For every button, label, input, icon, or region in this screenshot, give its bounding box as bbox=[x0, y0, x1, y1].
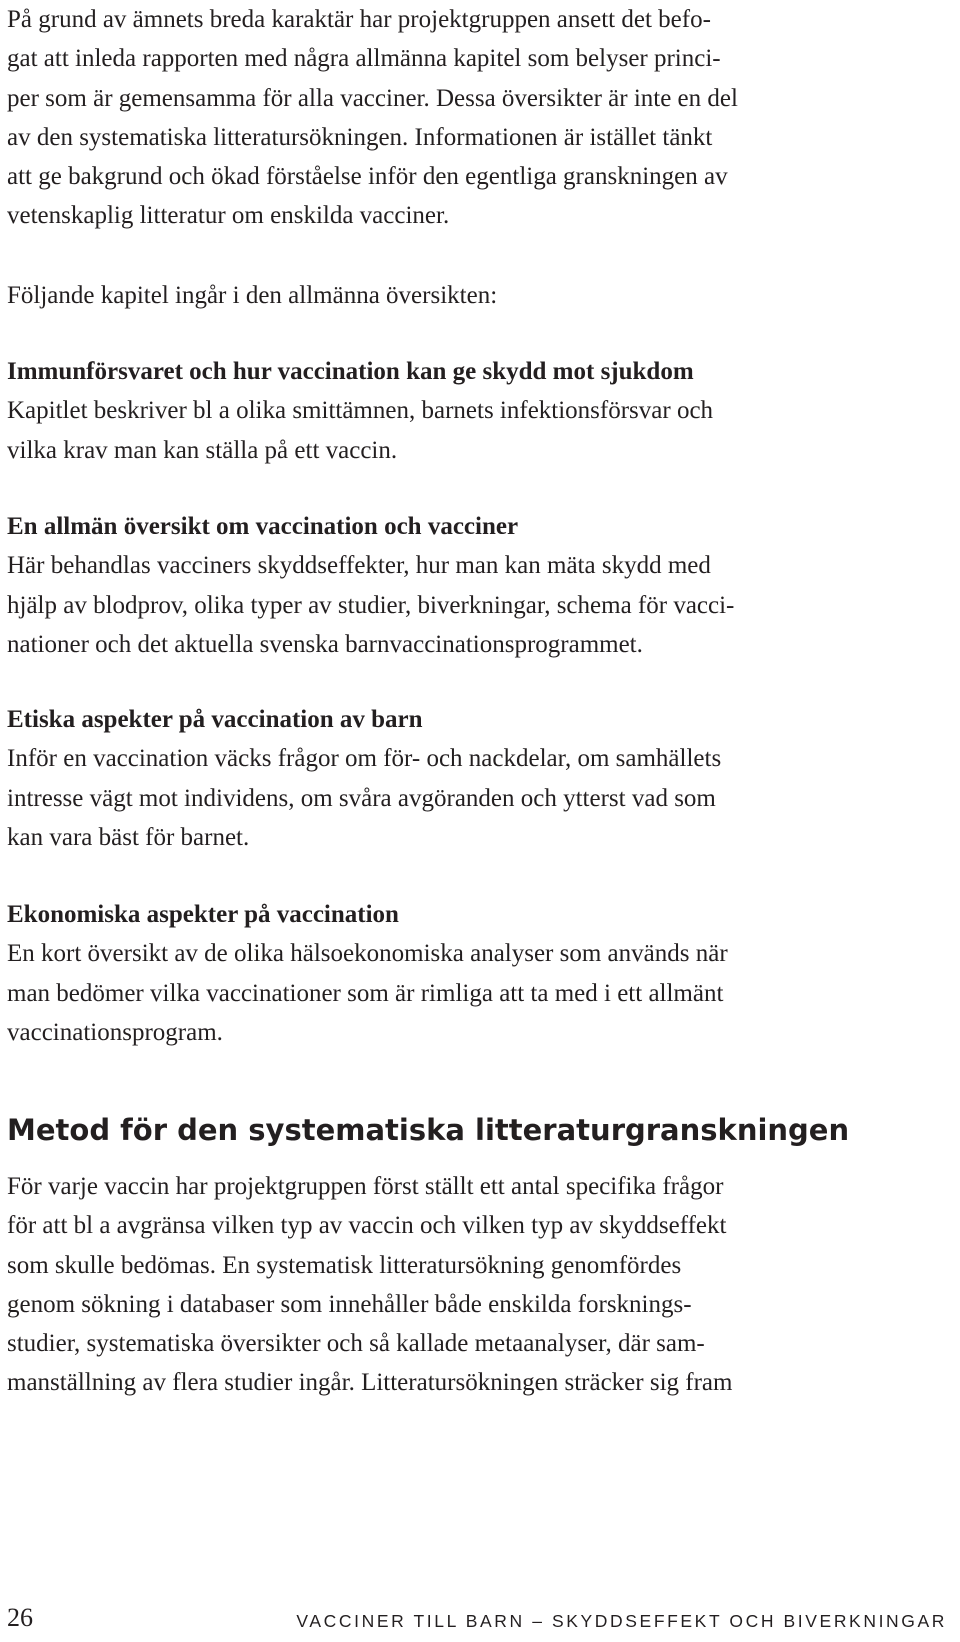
page-number: 26 bbox=[7, 1603, 33, 1632]
intro-paragraph: På grund av ämnets breda karaktär har projektgruppen ansett det befo- gat att inleda rapporten med några allmänna kapitel som belyser princi- per som är gemensamma för alla vacciner. Dessa översikter är inte en del av den systematiska litteratursökningen. Informationen är istället tänkt att ge bakgrund och ökad förståelse inför den egentliga granskningen av vetenskaplig litteratur om enskilda vacciner. bbox=[7, 6, 738, 230]
chapter-summary-vaccination-overview bbox=[7, 507, 947, 664]
section-title: Etiska aspekter på vaccination av barn bbox=[7, 706, 423, 733]
chapter-summary-immune-system bbox=[7, 352, 947, 470]
chapter-summary-economics bbox=[7, 895, 947, 1052]
method-paragraph: För varje vaccin har projektgruppen först ställt ett antal specifika frågor för att bl a avgränsa vilken typ av vaccin och vilken typ av skyddseffekt som skulle bedömas. En systematisk litteratursökning genomfördes genom sökning i databaser som innehåller både enskilda forsknings- studier, systematiska översikter och så kallade metaanalyser, där sam- manställning av flera studier ingår. Litteratursökningen sträcker sig fram bbox=[7, 1173, 733, 1397]
chapter-summary-ethics bbox=[7, 700, 947, 857]
section-title: En allmän översikt om vaccination och vacciner bbox=[7, 513, 519, 540]
section-body: Här behandlas vacciners skyddseffekter, hur man kan mäta skydd med hjälp av blodprov, olika typer av studier, biverkningar, schema för vacci- nationer och det aktuella svenska barnvaccinationsprogrammet. bbox=[7, 552, 735, 658]
section-body: Kapitlet beskriver bl a olika smittämnen, barnets infektionsförsvar och vilka krav man kan ställa på ett vaccin. bbox=[7, 397, 714, 464]
page-footer bbox=[7, 1600, 947, 1636]
chapter-list-lead: Följande kapitel ingår i den allmänna översikten: bbox=[7, 282, 498, 309]
section-title: Ekonomiska aspekter på vaccination bbox=[7, 901, 399, 928]
section-body: Inför en vaccination väcks frågor om för- och nackdelar, om samhällets intresse vägt mot individens, om svåra avgöranden och ytterst vad som kan vara bäst för barnet. bbox=[7, 745, 722, 851]
running-title: VACCINER TILL BARN – SKYDDSEFFEKT OCH BIVERKNINGAR bbox=[296, 1611, 947, 1631]
section-title: Immunförsvaret och hur vaccination kan ge skydd mot sjukdom bbox=[7, 358, 694, 385]
section-body: En kort översikt av de olika hälsoekonomiska analyser som används när man bedömer vilka vaccinationer som är rimliga att ta med i ett allmänt vaccinationsprogram. bbox=[7, 940, 728, 1046]
method-heading: Metod för den systematiska litteraturgranskningen bbox=[7, 1113, 850, 1147]
